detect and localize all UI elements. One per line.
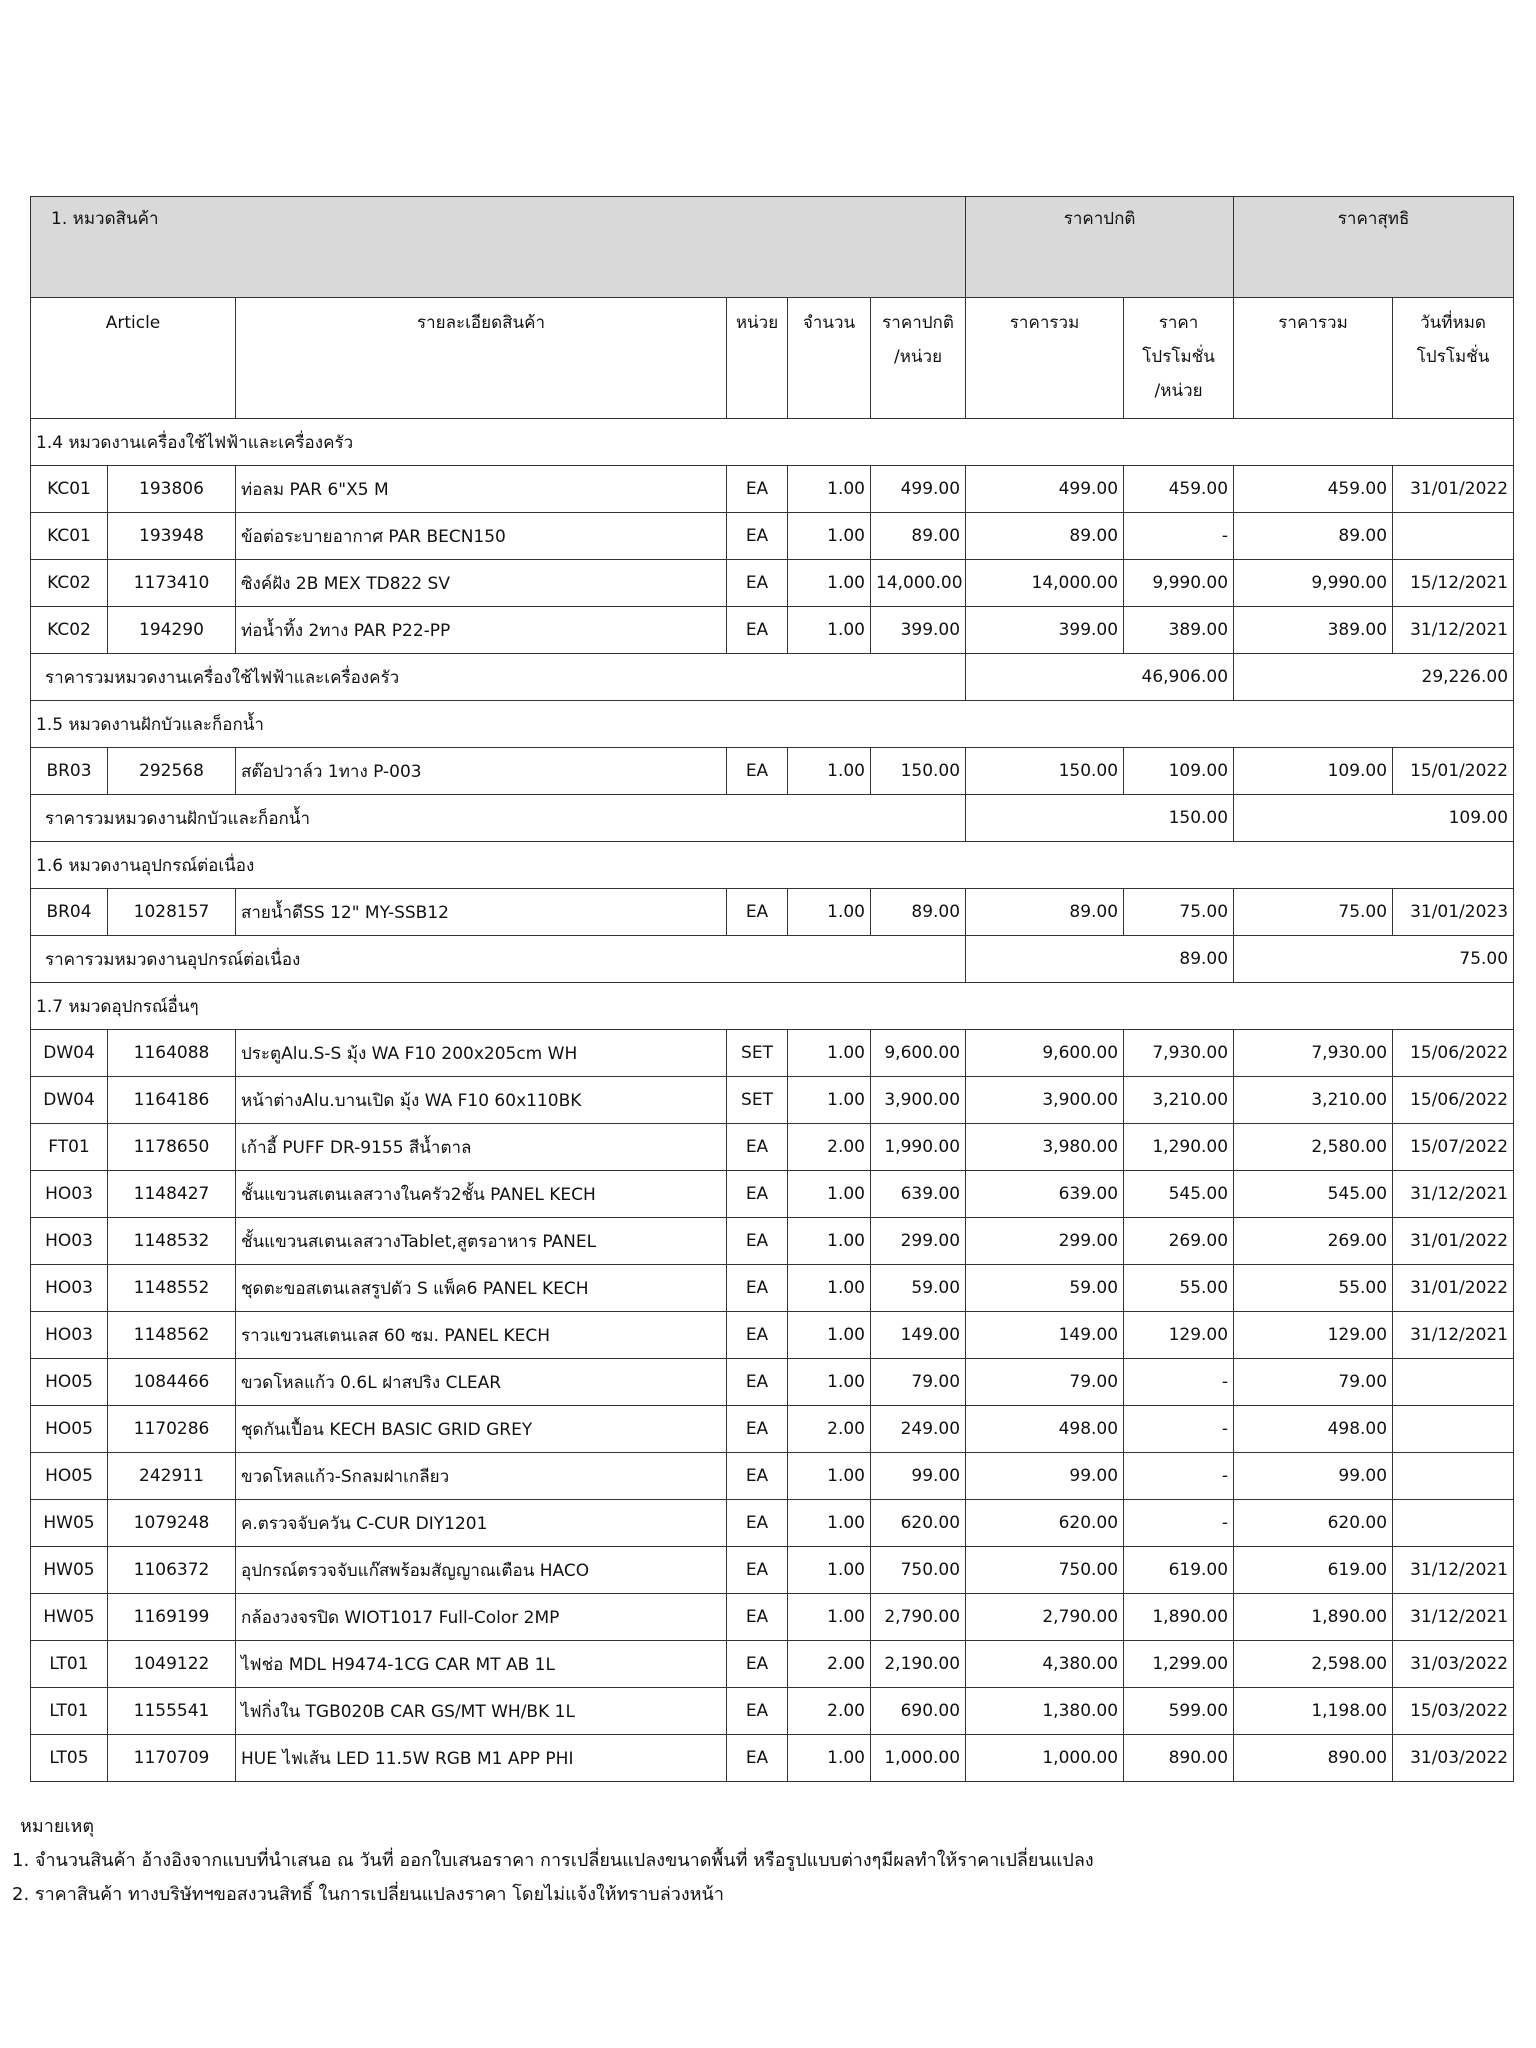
item-article: 1164088: [108, 1030, 236, 1077]
item-promo-end: 15/01/2022: [1393, 748, 1514, 795]
item-qty: 1.00: [788, 1265, 871, 1312]
item-description: ท่อน้ำทิ้ง 2ทาง PAR P22-PP: [236, 607, 727, 654]
item-unit-price: 99.00: [871, 1453, 966, 1500]
item-promo-end: 15/12/2021: [1393, 560, 1514, 607]
item-unit: EA: [727, 1735, 788, 1782]
item-description: ค.ตรวจจับควัน C-CUR DIY1201: [236, 1500, 727, 1547]
item-unit: EA: [727, 748, 788, 795]
item-total: 498.00: [966, 1406, 1124, 1453]
item-code: HO05: [31, 1406, 108, 1453]
item-code: KC01: [31, 466, 108, 513]
item-promo-price: -: [1124, 1453, 1234, 1500]
item-promo-end: 31/01/2022: [1393, 466, 1514, 513]
item-description: สายน้ำดีSS 12" MY-SSB12: [236, 889, 727, 936]
item-net-total: 79.00: [1234, 1359, 1393, 1406]
item-total: 1,380.00: [966, 1688, 1124, 1735]
col-promo-price: ราคา โปรโมชั่น /หน่วย: [1124, 298, 1234, 419]
item-code: HO03: [31, 1312, 108, 1359]
item-unit-price: 9,600.00: [871, 1030, 966, 1077]
col-qty: จำนวน: [788, 298, 871, 419]
item-promo-end: 31/03/2022: [1393, 1641, 1514, 1688]
item-total: 79.00: [966, 1359, 1124, 1406]
item-net-total: 75.00: [1234, 889, 1393, 936]
item-unit-price: 14,000.00: [871, 560, 966, 607]
item-article: 1178650: [108, 1124, 236, 1171]
item-qty: 1.00: [788, 1312, 871, 1359]
col-net-total: ราคารวม: [1234, 298, 1393, 419]
item-code: HW05: [31, 1500, 108, 1547]
item-promo-end: 31/12/2021: [1393, 1594, 1514, 1641]
item-total: 2,790.00: [966, 1594, 1124, 1641]
item-unit-price: 690.00: [871, 1688, 966, 1735]
item-promo-price: 1,890.00: [1124, 1594, 1234, 1641]
item-description: ไฟช่อ MDL H9474-1CG CAR MT AB 1L: [236, 1641, 727, 1688]
table-row: [31, 1547, 1514, 1594]
table-row: [31, 1030, 1514, 1077]
item-qty: 2.00: [788, 1641, 871, 1688]
item-promo-price: -: [1124, 1359, 1234, 1406]
item-promo-price: 55.00: [1124, 1265, 1234, 1312]
item-unit: SET: [727, 1030, 788, 1077]
item-description: เก้าอี้ PUFF DR-9155 สีน้ำตาล: [236, 1124, 727, 1171]
item-promo-price: 890.00: [1124, 1735, 1234, 1782]
item-unit-price: 89.00: [871, 889, 966, 936]
item-qty: 1.00: [788, 1359, 871, 1406]
subtotal-regular: 46,906.00: [966, 654, 1234, 701]
table-row: [31, 1312, 1514, 1359]
item-total: 639.00: [966, 1171, 1124, 1218]
item-unit-price: 59.00: [871, 1265, 966, 1312]
item-qty: 1.00: [788, 1453, 871, 1500]
item-unit-price: 299.00: [871, 1218, 966, 1265]
item-total: 3,900.00: [966, 1077, 1124, 1124]
table-row: [31, 889, 1514, 936]
item-promo-price: 9,990.00: [1124, 560, 1234, 607]
subtotal-net: 75.00: [1234, 936, 1514, 983]
table-row: [31, 1594, 1514, 1641]
item-total: 89.00: [966, 513, 1124, 560]
item-qty: 1.00: [788, 560, 871, 607]
item-article: 1084466: [108, 1359, 236, 1406]
item-qty: 1.00: [788, 748, 871, 795]
item-total: 99.00: [966, 1453, 1124, 1500]
item-unit-price: 89.00: [871, 513, 966, 560]
col-unit-price: ราคาปกติ /หน่วย: [871, 298, 966, 419]
section-title-row: [31, 983, 1514, 1030]
item-promo-price: 109.00: [1124, 748, 1234, 795]
item-qty: 1.00: [788, 607, 871, 654]
item-unit-price: 1,000.00: [871, 1735, 966, 1782]
item-code: BR04: [31, 889, 108, 936]
item-qty: 1.00: [788, 1547, 871, 1594]
item-unit-price: 639.00: [871, 1171, 966, 1218]
item-description: HUE ไฟเส้น LED 11.5W RGB M1 APP PHI: [236, 1735, 727, 1782]
item-unit: EA: [727, 607, 788, 654]
item-description: ประตูAlu.S-S มุ้ง WA F10 200x205cm WH: [236, 1030, 727, 1077]
item-promo-price: 389.00: [1124, 607, 1234, 654]
item-code: HO03: [31, 1171, 108, 1218]
item-net-total: 89.00: [1234, 513, 1393, 560]
item-description: ซิงค์ฝัง 2B MEX TD822 SV: [236, 560, 727, 607]
table-row: [31, 748, 1514, 795]
notes: [12, 1810, 1094, 1912]
section-title: 1.5 หมวดงานฝักบัวและก็อกน้ำ: [31, 701, 1514, 748]
item-total: 750.00: [966, 1547, 1124, 1594]
item-promo-end: 15/07/2022: [1393, 1124, 1514, 1171]
item-total: 3,980.00: [966, 1124, 1124, 1171]
item-total: 89.00: [966, 889, 1124, 936]
notes-heading: หมายเหตุ: [20, 1816, 95, 1837]
item-net-total: 1,198.00: [1234, 1688, 1393, 1735]
item-qty: 1.00: [788, 1077, 871, 1124]
item-code: LT01: [31, 1641, 108, 1688]
item-total: 1,000.00: [966, 1735, 1124, 1782]
item-promo-end: [1393, 1500, 1514, 1547]
item-description: ขวดโหลแก้ว 0.6L ฝาสปริง CLEAR: [236, 1359, 727, 1406]
item-promo-end: [1393, 1406, 1514, 1453]
net-price-header: ราคาสุทธิ: [1234, 197, 1514, 298]
item-code: LT01: [31, 1688, 108, 1735]
table-row: [31, 1406, 1514, 1453]
table-row: [31, 1265, 1514, 1312]
item-qty: 1.00: [788, 1500, 871, 1547]
table-row: [31, 1124, 1514, 1171]
item-article: 1155541: [108, 1688, 236, 1735]
item-unit: EA: [727, 1688, 788, 1735]
item-net-total: 7,930.00: [1234, 1030, 1393, 1077]
category-header: 1. หมวดสินค้า: [31, 197, 966, 298]
item-promo-price: 619.00: [1124, 1547, 1234, 1594]
item-net-total: 9,990.00: [1234, 560, 1393, 607]
item-article: 1049122: [108, 1641, 236, 1688]
item-unit-price: 1,990.00: [871, 1124, 966, 1171]
item-unit: EA: [727, 1218, 788, 1265]
section-title-row: [31, 419, 1514, 466]
item-article: 1106372: [108, 1547, 236, 1594]
item-total: 4,380.00: [966, 1641, 1124, 1688]
item-article: 1079248: [108, 1500, 236, 1547]
item-unit: EA: [727, 560, 788, 607]
item-promo-end: 15/03/2022: [1393, 1688, 1514, 1735]
item-promo-end: 31/12/2021: [1393, 1547, 1514, 1594]
item-unit: EA: [727, 1453, 788, 1500]
item-unit-price: 2,790.00: [871, 1594, 966, 1641]
item-total: 399.00: [966, 607, 1124, 654]
item-promo-end: [1393, 1453, 1514, 1500]
item-total: 620.00: [966, 1500, 1124, 1547]
item-description: ข้อต่อระบายอากาศ PAR BECN150: [236, 513, 727, 560]
header-row-groups: [31, 197, 1514, 298]
item-net-total: 129.00: [1234, 1312, 1393, 1359]
col-total: ราคารวม: [966, 298, 1124, 419]
item-promo-end: 15/06/2022: [1393, 1077, 1514, 1124]
item-qty: 2.00: [788, 1688, 871, 1735]
item-description: ท่อลม PAR 6"X5 M: [236, 466, 727, 513]
item-promo-price: -: [1124, 513, 1234, 560]
item-article: 1028157: [108, 889, 236, 936]
item-unit: EA: [727, 1312, 788, 1359]
item-total: 499.00: [966, 466, 1124, 513]
item-promo-end: 31/12/2021: [1393, 1312, 1514, 1359]
item-promo-end: 31/01/2023: [1393, 889, 1514, 936]
item-promo-price: 3,210.00: [1124, 1077, 1234, 1124]
table-row: [31, 466, 1514, 513]
item-unit-price: 150.00: [871, 748, 966, 795]
table-row: [31, 1359, 1514, 1406]
item-unit: EA: [727, 889, 788, 936]
item-article: 292568: [108, 748, 236, 795]
item-qty: 1.00: [788, 1735, 871, 1782]
item-total: 150.00: [966, 748, 1124, 795]
item-description: กล้องวงจรปิด WIOT1017 Full-Color 2MP: [236, 1594, 727, 1641]
item-net-total: 109.00: [1234, 748, 1393, 795]
item-code: KC02: [31, 607, 108, 654]
table-row: [31, 1077, 1514, 1124]
table-row: [31, 607, 1514, 654]
table-row: [31, 1735, 1514, 1782]
item-article: 1148427: [108, 1171, 236, 1218]
item-article: 1170286: [108, 1406, 236, 1453]
subtotal-row: [31, 936, 1514, 983]
item-promo-price: 459.00: [1124, 466, 1234, 513]
item-net-total: 545.00: [1234, 1171, 1393, 1218]
item-net-total: 2,598.00: [1234, 1641, 1393, 1688]
item-unit: EA: [727, 1594, 788, 1641]
item-article: 1170709: [108, 1735, 236, 1782]
regular-price-header: ราคาปกติ: [966, 197, 1234, 298]
item-article: 242911: [108, 1453, 236, 1500]
item-unit-price: 249.00: [871, 1406, 966, 1453]
table-row: [31, 513, 1514, 560]
item-code: HO03: [31, 1218, 108, 1265]
item-promo-price: 75.00: [1124, 889, 1234, 936]
section-title: 1.7 หมวดอุปกรณ์อื่นๆ: [31, 983, 1514, 1030]
item-article: 1148552: [108, 1265, 236, 1312]
item-qty: 1.00: [788, 1218, 871, 1265]
item-net-total: 3,210.00: [1234, 1077, 1393, 1124]
item-code: HO03: [31, 1265, 108, 1312]
item-total: 299.00: [966, 1218, 1124, 1265]
table-row: [31, 1171, 1514, 1218]
header-row-columns: [31, 298, 1514, 419]
item-description: ขวดโหลแก้ว-Sกลมฝาเกลียว: [236, 1453, 727, 1500]
item-code: LT05: [31, 1735, 108, 1782]
item-code: HW05: [31, 1594, 108, 1641]
item-code: BR03: [31, 748, 108, 795]
item-qty: 1.00: [788, 1171, 871, 1218]
item-description: ชั้นแขวนสเตนเลสวางTablet,สูตรอาหาร PANEL: [236, 1218, 727, 1265]
item-total: 149.00: [966, 1312, 1124, 1359]
item-qty: 1.00: [788, 889, 871, 936]
item-unit: EA: [727, 1359, 788, 1406]
item-net-total: 1,890.00: [1234, 1594, 1393, 1641]
item-description: ชั้นแขวนสเตนเลสวางในครัว2ชั้น PANEL KECH: [236, 1171, 727, 1218]
item-description: อุปกรณ์ตรวจจับแก๊สพร้อมสัญญาณเตือน HACO: [236, 1547, 727, 1594]
col-unit: หน่วย: [727, 298, 788, 419]
item-code: FT01: [31, 1124, 108, 1171]
item-article: 1148532: [108, 1218, 236, 1265]
subtotal-row: [31, 654, 1514, 701]
item-unit-price: 620.00: [871, 1500, 966, 1547]
item-promo-price: 129.00: [1124, 1312, 1234, 1359]
subtotal-label: ราคารวมหมวดงานฝักบัวและก็อกน้ำ: [31, 795, 966, 842]
subtotal-net: 109.00: [1234, 795, 1514, 842]
section-title: 1.6 หมวดงานอุปกรณ์ต่อเนื่อง: [31, 842, 1514, 889]
col-description: รายละเอียดสินค้า: [236, 298, 727, 419]
subtotal-regular: 89.00: [966, 936, 1234, 983]
item-qty: 1.00: [788, 1594, 871, 1641]
item-promo-end: 31/12/2021: [1393, 607, 1514, 654]
item-unit-price: 399.00: [871, 607, 966, 654]
item-net-total: 99.00: [1234, 1453, 1393, 1500]
subtotal-net: 29,226.00: [1234, 654, 1514, 701]
item-article: 1164186: [108, 1077, 236, 1124]
item-net-total: 620.00: [1234, 1500, 1393, 1547]
item-promo-price: 599.00: [1124, 1688, 1234, 1735]
subtotal-row: [31, 795, 1514, 842]
subtotal-label: ราคารวมหมวดงานอุปกรณ์ต่อเนื่อง: [31, 936, 966, 983]
item-net-total: 55.00: [1234, 1265, 1393, 1312]
item-unit-price: 3,900.00: [871, 1077, 966, 1124]
subtotal-label: ราคารวมหมวดงานเครื่องใช้ไฟฟ้าและเครื่องครัว: [31, 654, 966, 701]
item-unit-price: 149.00: [871, 1312, 966, 1359]
item-promo-price: 7,930.00: [1124, 1030, 1234, 1077]
item-total: 59.00: [966, 1265, 1124, 1312]
item-article: 1173410: [108, 560, 236, 607]
item-total: 14,000.00: [966, 560, 1124, 607]
item-description: ชุดตะขอสเตนเลสรูปตัว S แพ็ค6 PANEL KECH: [236, 1265, 727, 1312]
item-total: 9,600.00: [966, 1030, 1124, 1077]
col-article: Article: [31, 298, 236, 419]
col-promo-end: วันที่หมด โปรโมชั่น: [1393, 298, 1514, 419]
item-article: 193948: [108, 513, 236, 560]
item-qty: 1.00: [788, 1030, 871, 1077]
item-code: DW04: [31, 1077, 108, 1124]
item-unit: EA: [727, 1641, 788, 1688]
item-promo-price: 545.00: [1124, 1171, 1234, 1218]
item-unit: EA: [727, 1265, 788, 1312]
item-qty: 1.00: [788, 513, 871, 560]
subtotal-regular: 150.00: [966, 795, 1234, 842]
table-row: [31, 1688, 1514, 1735]
quotation-sheet: [30, 196, 1513, 1782]
table-row: [31, 1218, 1514, 1265]
item-code: HO05: [31, 1453, 108, 1500]
section-title-row: [31, 842, 1514, 889]
item-description: ราวแขวนสเตนเลส 60 ซม. PANEL KECH: [236, 1312, 727, 1359]
item-qty: 2.00: [788, 1124, 871, 1171]
item-description: ไฟกิ่งใน TGB020B CAR GS/MT WH/BK 1L: [236, 1688, 727, 1735]
item-net-total: 498.00: [1234, 1406, 1393, 1453]
price-table: [30, 196, 1514, 1782]
item-net-total: 269.00: [1234, 1218, 1393, 1265]
table-row: [31, 560, 1514, 607]
item-description: ชุดกันเปื้อน KECH BASIC GRID GREY: [236, 1406, 727, 1453]
table-row: [31, 1500, 1514, 1547]
item-promo-price: 1,290.00: [1124, 1124, 1234, 1171]
item-unit-price: 750.00: [871, 1547, 966, 1594]
item-article: 193806: [108, 466, 236, 513]
item-code: KC01: [31, 513, 108, 560]
item-net-total: 2,580.00: [1234, 1124, 1393, 1171]
item-promo-end: 31/03/2022: [1393, 1735, 1514, 1782]
item-unit: EA: [727, 1500, 788, 1547]
item-code: KC02: [31, 560, 108, 607]
item-code: HW05: [31, 1547, 108, 1594]
table-row: [31, 1641, 1514, 1688]
item-article: 1148562: [108, 1312, 236, 1359]
item-article: 194290: [108, 607, 236, 654]
item-promo-price: -: [1124, 1500, 1234, 1547]
item-net-total: 459.00: [1234, 466, 1393, 513]
item-unit: EA: [727, 1124, 788, 1171]
item-unit: EA: [727, 513, 788, 560]
item-code: DW04: [31, 1030, 108, 1077]
note-line: 2. ราคาสินค้า ทางบริษัทฯขอสงวนสิทธิ์ ในการเปลี่ยนแปลงราคา โดยไม่แจ้งให้ทราบล่วงหน้า: [12, 1884, 724, 1905]
note-line: 1. จำนวนสินค้า อ้างอิงจากแบบที่นำเสนอ ณ วันที่ ออกใบเสนอราคา การเปลี่ยนแปลงขนาดพื้นที่ หรือรูปแบบต่างๆมีผลทำให้ราคาเปลี่ยนแปลง: [12, 1850, 1094, 1871]
item-qty: 1.00: [788, 466, 871, 513]
item-promo-end: 31/01/2022: [1393, 1218, 1514, 1265]
item-article: 1169199: [108, 1594, 236, 1641]
item-promo-price: 269.00: [1124, 1218, 1234, 1265]
item-promo-end: 15/06/2022: [1393, 1030, 1514, 1077]
item-net-total: 890.00: [1234, 1735, 1393, 1782]
item-promo-end: 31/01/2022: [1393, 1265, 1514, 1312]
item-net-total: 389.00: [1234, 607, 1393, 654]
item-promo-end: [1393, 513, 1514, 560]
section-title-row: [31, 701, 1514, 748]
item-promo-end: [1393, 1359, 1514, 1406]
item-promo-end: 31/12/2021: [1393, 1171, 1514, 1218]
item-unit-price: 499.00: [871, 466, 966, 513]
item-unit: SET: [727, 1077, 788, 1124]
item-code: HO05: [31, 1359, 108, 1406]
item-qty: 2.00: [788, 1406, 871, 1453]
table-row: [31, 1453, 1514, 1500]
item-promo-price: 1,299.00: [1124, 1641, 1234, 1688]
item-description: สต๊อปวาล์ว 1ทาง P-003: [236, 748, 727, 795]
item-unit-price: 79.00: [871, 1359, 966, 1406]
item-unit: EA: [727, 1547, 788, 1594]
item-description: หน้าต่างAlu.บานเปิด มุ้ง WA F10 60x110BK: [236, 1077, 727, 1124]
item-unit-price: 2,190.00: [871, 1641, 966, 1688]
section-title: 1.4 หมวดงานเครื่องใช้ไฟฟ้าและเครื่องครัว: [31, 419, 1514, 466]
item-net-total: 619.00: [1234, 1547, 1393, 1594]
item-unit: EA: [727, 1406, 788, 1453]
item-unit: EA: [727, 466, 788, 513]
item-promo-price: -: [1124, 1406, 1234, 1453]
item-unit: EA: [727, 1171, 788, 1218]
